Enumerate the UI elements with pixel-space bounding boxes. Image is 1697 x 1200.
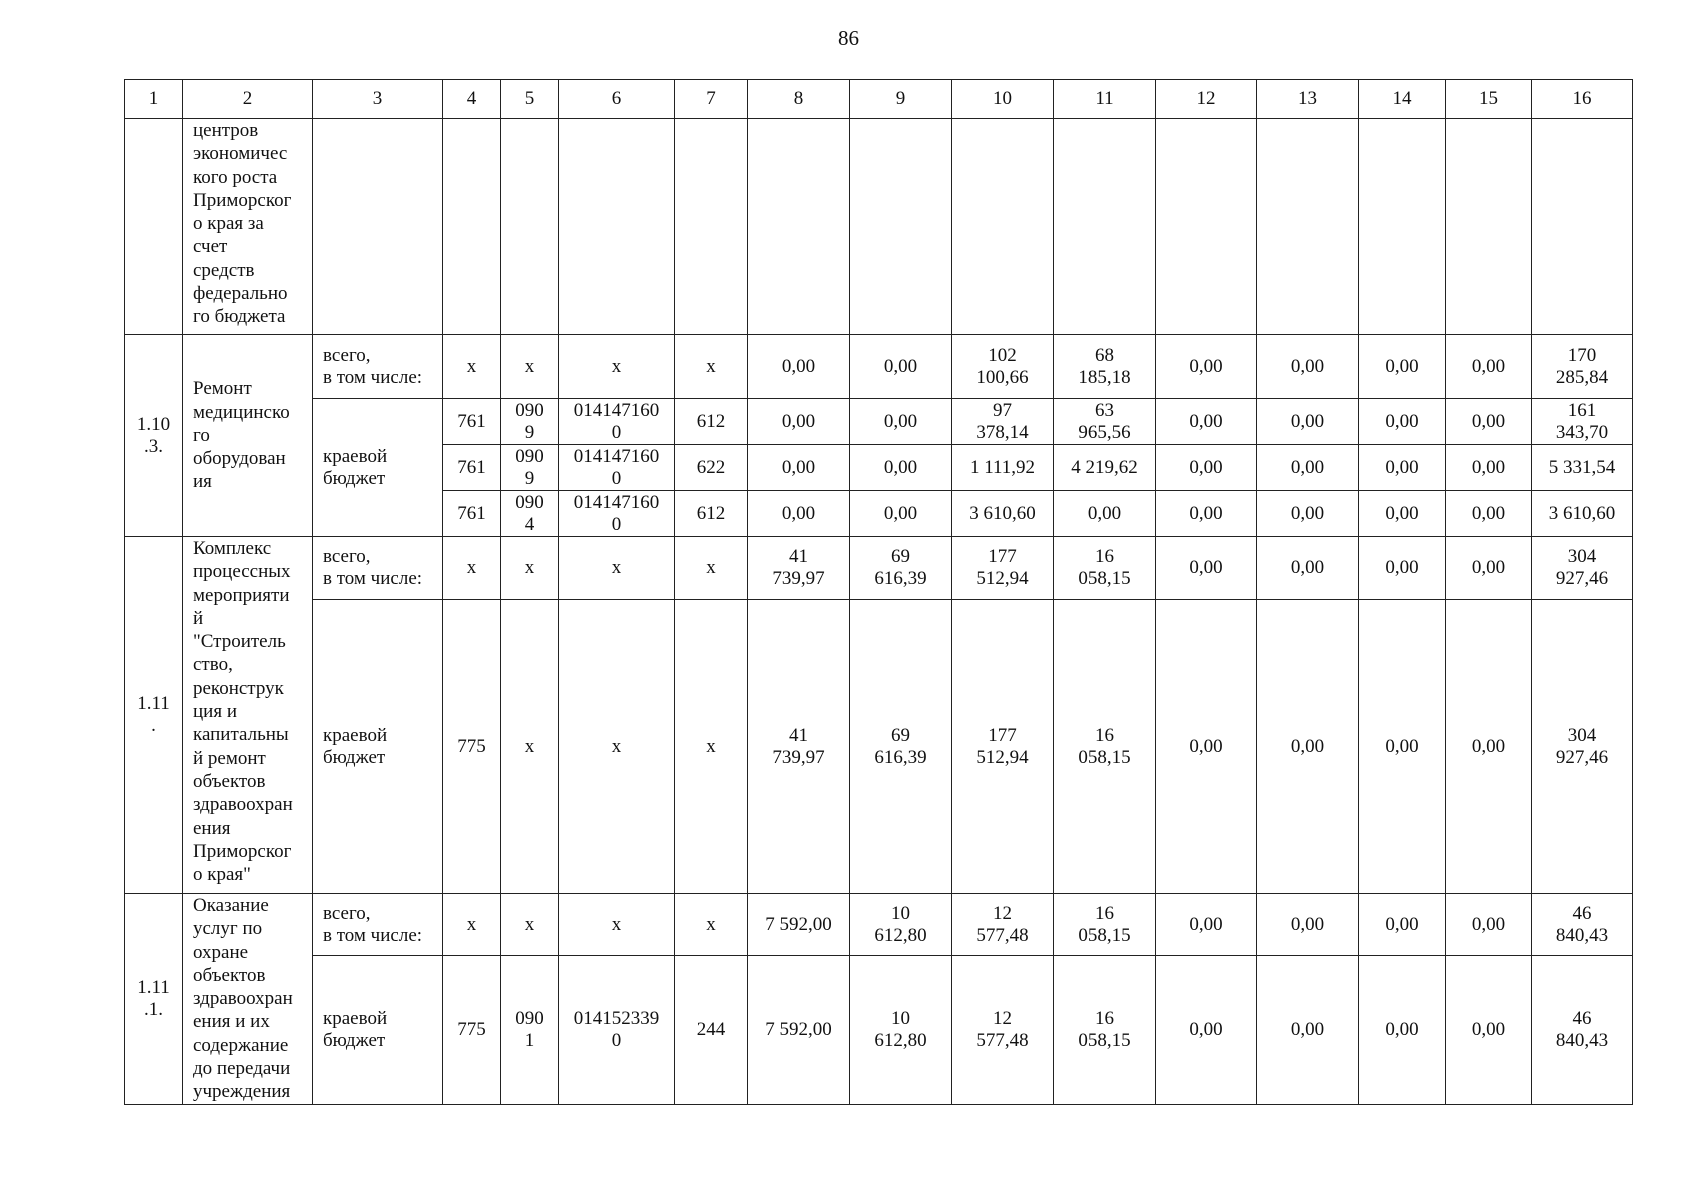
funding-source: всего, в том числе: [313, 335, 443, 399]
empty-cell [313, 119, 443, 335]
header-cell: 15 [1446, 80, 1532, 119]
cell-col5: x [501, 335, 559, 399]
cell-col6: x [559, 537, 675, 600]
value-cell: 0,00 [1359, 956, 1446, 1104]
value-cell: 0,00 [1257, 491, 1359, 537]
row-name: Комплекс процессных мероприяти й "Строитель ство, реконструк ция и капитальны й ремонт объектов здравоохран ения Приморског о края" [183, 537, 313, 894]
table-row [125, 399, 1633, 445]
table-row [125, 119, 1633, 335]
empty-cell [952, 119, 1054, 335]
value-cell: 69 616,39 [850, 600, 952, 894]
value-cell: 7 592,00 [748, 956, 850, 1104]
cell-col4: 775 [443, 956, 501, 1104]
value-cell: 63 965,56 [1054, 399, 1156, 445]
cell-col6: 014152339 0 [559, 956, 675, 1104]
empty-cell [1054, 119, 1156, 335]
value-cell: 0,00 [1446, 894, 1532, 956]
value-cell: 16 058,15 [1054, 956, 1156, 1104]
value-cell: 0,00 [1359, 491, 1446, 537]
value-cell: 0,00 [1257, 894, 1359, 956]
value-cell: 0,00 [1359, 335, 1446, 399]
cell-col4: x [443, 894, 501, 956]
cell-col6: x [559, 600, 675, 894]
value-cell: 0,00 [1257, 956, 1359, 1104]
value-cell: 0,00 [748, 491, 850, 537]
cell-col7: 244 [675, 956, 748, 1104]
row-name: центров экономичес кого роста Приморског о края за счет средств федерально го бюджета [183, 119, 313, 335]
cell-col7: x [675, 894, 748, 956]
cell-col4: 761 [443, 399, 501, 445]
row-code: 1.11 . [125, 537, 183, 894]
empty-cell [559, 119, 675, 335]
row-name: Оказание услуг по охране объектов здравоохран ения и их содержание до передачи учреждения [183, 894, 313, 1105]
value-cell: 7 592,00 [748, 894, 850, 956]
header-cell: 11 [1054, 80, 1156, 119]
header-cell: 12 [1156, 80, 1257, 119]
header-cell: 4 [443, 80, 501, 119]
cell-col6: 014147160 0 [559, 399, 675, 445]
value-cell: 0,00 [1156, 491, 1257, 537]
header-cell: 8 [748, 80, 850, 119]
value-cell: 0,00 [850, 445, 952, 491]
funding-source: всего, в том числе: [313, 537, 443, 600]
value-cell: 16 058,15 [1054, 894, 1156, 956]
cell-col7: x [675, 537, 748, 600]
value-cell: 68 185,18 [1054, 335, 1156, 399]
value-cell: 0,00 [1257, 335, 1359, 399]
page-number: 86 [838, 26, 859, 50]
empty-cell [675, 119, 748, 335]
table-row [125, 537, 1633, 600]
cell-col5: 090 1 [501, 956, 559, 1104]
value-cell: 0,00 [850, 335, 952, 399]
value-cell: 10 612,80 [850, 956, 952, 1104]
cell-col5: 090 4 [501, 491, 559, 537]
cell-col7: 612 [675, 491, 748, 537]
value-cell: 97 378,14 [952, 399, 1054, 445]
value-cell: 0,00 [748, 445, 850, 491]
value-cell: 177 512,94 [952, 600, 1054, 894]
funding-source: краевой бюджет [313, 399, 443, 537]
value-cell: 0,00 [1156, 600, 1257, 894]
value-cell: 304 927,46 [1532, 600, 1633, 894]
header-cell: 3 [313, 80, 443, 119]
cell-col5: x [501, 537, 559, 600]
value-cell: 0,00 [1446, 491, 1532, 537]
header-cell: 14 [1359, 80, 1446, 119]
table-row [125, 335, 1633, 399]
value-cell: 0,00 [1446, 956, 1532, 1104]
value-cell: 46 840,43 [1532, 956, 1633, 1104]
value-cell: 0,00 [850, 491, 952, 537]
value-cell: 69 616,39 [850, 537, 952, 600]
row-code: 1.10 .3. [125, 335, 183, 537]
empty-cell [748, 119, 850, 335]
empty-cell [443, 119, 501, 335]
value-cell: 41 739,97 [748, 537, 850, 600]
table-row [125, 600, 1633, 894]
value-cell: 0,00 [1359, 894, 1446, 956]
header-cell: 6 [559, 80, 675, 119]
value-cell: 0,00 [1446, 335, 1532, 399]
value-cell: 0,00 [748, 399, 850, 445]
table-row [125, 894, 1633, 956]
value-cell: 0,00 [1359, 537, 1446, 600]
empty-cell [1257, 119, 1359, 335]
cell-col6: 014147160 0 [559, 491, 675, 537]
row-code [125, 119, 183, 335]
value-cell: 0,00 [1359, 445, 1446, 491]
cell-col5: 090 9 [501, 445, 559, 491]
empty-cell [501, 119, 559, 335]
value-cell: 304 927,46 [1532, 537, 1633, 600]
cell-col4: 761 [443, 445, 501, 491]
value-cell: 0,00 [1156, 335, 1257, 399]
value-cell: 0,00 [1156, 399, 1257, 445]
value-cell: 102 100,66 [952, 335, 1054, 399]
value-cell: 10 612,80 [850, 894, 952, 956]
cell-col7: x [675, 335, 748, 399]
header-cell: 5 [501, 80, 559, 119]
funding-source: краевой бюджет [313, 956, 443, 1104]
value-cell: 0,00 [748, 335, 850, 399]
cell-col6: 014147160 0 [559, 445, 675, 491]
header-row [125, 80, 1633, 119]
cell-col7: 622 [675, 445, 748, 491]
header-cell: 9 [850, 80, 952, 119]
value-cell: 170 285,84 [1532, 335, 1633, 399]
value-cell: 12 577,48 [952, 956, 1054, 1104]
value-cell: 3 610,60 [1532, 491, 1633, 537]
value-cell: 12 577,48 [952, 894, 1054, 956]
cell-col7: 612 [675, 399, 748, 445]
value-cell: 16 058,15 [1054, 600, 1156, 894]
header-cell: 1 [125, 80, 183, 119]
value-cell: 161 343,70 [1532, 399, 1633, 445]
value-cell: 4 219,62 [1054, 445, 1156, 491]
cell-col4: 761 [443, 491, 501, 537]
row-code: 1.11 .1. [125, 894, 183, 1105]
value-cell: 0,00 [1156, 894, 1257, 956]
header-cell: 7 [675, 80, 748, 119]
empty-cell [1359, 119, 1446, 335]
value-cell: 177 512,94 [952, 537, 1054, 600]
value-cell: 0,00 [1054, 491, 1156, 537]
table-row [125, 956, 1633, 1104]
budget-table [124, 79, 1633, 1105]
header-cell: 13 [1257, 80, 1359, 119]
header-cell: 10 [952, 80, 1054, 119]
empty-cell [1446, 119, 1532, 335]
header-cell: 2 [183, 80, 313, 119]
cell-col6: x [559, 335, 675, 399]
value-cell: 0,00 [850, 399, 952, 445]
cell-col4: 775 [443, 600, 501, 894]
cell-col4: x [443, 335, 501, 399]
value-cell: 0,00 [1156, 537, 1257, 600]
value-cell: 41 739,97 [748, 600, 850, 894]
value-cell: 0,00 [1257, 600, 1359, 894]
value-cell: 0,00 [1156, 445, 1257, 491]
value-cell: 5 331,54 [1532, 445, 1633, 491]
cell-col4: x [443, 537, 501, 600]
value-cell: 0,00 [1257, 399, 1359, 445]
value-cell: 0,00 [1446, 399, 1532, 445]
value-cell: 0,00 [1359, 600, 1446, 894]
value-cell: 16 058,15 [1054, 537, 1156, 600]
value-cell: 0,00 [1446, 600, 1532, 894]
cell-col7: x [675, 600, 748, 894]
value-cell: 46 840,43 [1532, 894, 1633, 956]
cell-col5: 090 9 [501, 399, 559, 445]
empty-cell [1532, 119, 1633, 335]
cell-col6: x [559, 894, 675, 956]
value-cell: 1 111,92 [952, 445, 1054, 491]
funding-source: краевой бюджет [313, 600, 443, 894]
value-cell: 3 610,60 [952, 491, 1054, 537]
header-cell: 16 [1532, 80, 1633, 119]
empty-cell [850, 119, 952, 335]
row-name: Ремонт медицинско го оборудован ия [183, 335, 313, 537]
value-cell: 0,00 [1446, 445, 1532, 491]
cell-col5: x [501, 894, 559, 956]
value-cell: 0,00 [1359, 399, 1446, 445]
value-cell: 0,00 [1257, 445, 1359, 491]
cell-col5: x [501, 600, 559, 894]
empty-cell [1156, 119, 1257, 335]
funding-source: всего, в том числе: [313, 894, 443, 956]
value-cell: 0,00 [1446, 537, 1532, 600]
value-cell: 0,00 [1257, 537, 1359, 600]
value-cell: 0,00 [1156, 956, 1257, 1104]
